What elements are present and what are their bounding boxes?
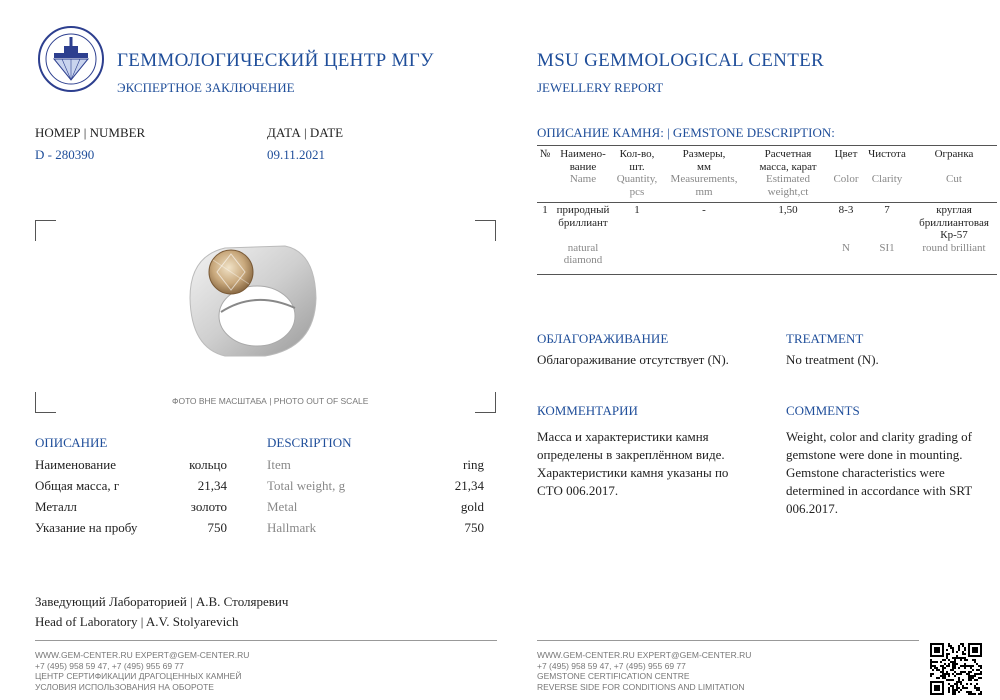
- list-item: [35, 519, 227, 540]
- date-label: ДАТА | DATE: [267, 125, 344, 140]
- table-cell: round brilliant: [922, 241, 986, 254]
- field-label: Указание на пробу: [35, 520, 138, 535]
- comments-ru-heading: КОММЕНТАРИИ: [537, 403, 638, 418]
- field-label: Металл: [35, 499, 77, 514]
- field-value: 21,34: [454, 478, 484, 493]
- ru-title: ГЕММОЛОГИЧЕСКИЙ ЦЕНТР МГУ: [117, 50, 434, 71]
- table-cell: 1,50: [778, 204, 798, 216]
- field-value: кольцо: [189, 457, 227, 472]
- table-cell: 8-3: [838, 204, 854, 216]
- list-item: [35, 498, 227, 519]
- treatment-ru-text: Облагораживание отсутствует (N).: [537, 352, 729, 367]
- en-subtitle: JEWELLERY REPORT: [537, 80, 664, 95]
- frame-corner: [35, 392, 56, 413]
- photo-caption: ФОТО ВНЕ МАСШТАБА | PHOTO OUT OF SCALE: [172, 396, 369, 406]
- treatment-ru-heading: ОБЛАГОРАЖИВАНИЕ: [537, 331, 669, 346]
- comments-en-heading: COMMENTS: [786, 403, 860, 418]
- field-label: Item: [267, 457, 291, 472]
- list-item: [267, 498, 484, 519]
- field-value: 21,34: [197, 478, 227, 493]
- treatment-en-text: No treatment (N).: [786, 352, 879, 367]
- table-cell: -: [702, 204, 706, 216]
- list-item: [267, 477, 484, 498]
- column-header: Cut: [946, 173, 962, 185]
- field-value: gold: [460, 499, 484, 514]
- en-title: MSU GEMMOLOGICAL CENTER: [537, 50, 824, 71]
- column-header: Цвет: [834, 148, 858, 160]
- footer-line: REVERSE SIDE FOR CONDITIONS AND LIMITATION: [537, 681, 745, 692]
- footer-right: [537, 650, 751, 692]
- column-header: [537, 173, 553, 198]
- frame-corner: [475, 220, 496, 241]
- table-cell: круглая бриллиантовая Кр-57: [919, 204, 989, 241]
- gemstone-table: [537, 148, 997, 267]
- table-cell: N: [842, 241, 850, 254]
- column-header: Размеры, мм: [682, 148, 726, 173]
- signature-ru: Заведующий Лабораторией | А.В. Столяревич: [35, 594, 289, 609]
- signature-en: Head of Laboratory | A.V. Stolyarevich: [35, 614, 239, 629]
- column-header: Measurements, mm: [670, 173, 738, 198]
- footer-line: УСЛОВИЯ ИСПОЛЬЗОВАНИЯ НА ОБОРОТЕ: [35, 681, 214, 692]
- column-header: Расчетная масса, карат: [759, 148, 817, 173]
- footer-divider: [35, 640, 497, 641]
- column-header: Огранка: [934, 148, 974, 160]
- treatment-en-heading: TREATMENT: [786, 331, 864, 346]
- footer-line: +7 (495) 958 59 47, +7 (495) 955 69 77: [35, 660, 184, 671]
- description-en-heading: DESCRIPTION: [267, 435, 352, 450]
- table-cell: [747, 242, 829, 267]
- list-item: [267, 456, 484, 477]
- qr-code-icon: [930, 643, 982, 695]
- column-header: Quantity, pcs: [616, 173, 658, 198]
- number-value: D - 280390: [35, 147, 95, 162]
- column-header: Estimated weight,ct: [766, 173, 810, 198]
- column-header: №: [539, 148, 551, 160]
- field-label: Metal: [267, 499, 298, 514]
- comments-ru-text: Масса и характеристики камня определены в закреплённом виде. Характеристики камня указаны по СТО 006.2017.: [537, 429, 729, 498]
- list-item: [267, 519, 484, 540]
- description-ru-list: [35, 456, 227, 540]
- field-value: 750: [464, 520, 484, 535]
- field-label: Наименование: [35, 457, 116, 472]
- msu-logo-seal-icon: [37, 25, 105, 93]
- column-header: Color: [833, 173, 859, 185]
- table-cell: [661, 242, 747, 267]
- column-header: Чистота: [868, 148, 906, 160]
- column-header: Name: [569, 173, 597, 185]
- table-cell: [613, 242, 661, 267]
- footer-line: WWW.GEM-CENTER.RU EXPERT@GEM-CENTER.RU: [35, 650, 250, 660]
- frame-corner: [35, 220, 56, 241]
- ring-photo: [185, 238, 320, 360]
- table-bottom-rule: [537, 274, 997, 275]
- table-top-rule: [537, 145, 997, 146]
- table-row: [537, 242, 997, 267]
- field-value: ring: [463, 457, 484, 472]
- field-label: Hallmark: [267, 520, 317, 535]
- footer-divider: [537, 640, 919, 641]
- table-cell: 1: [634, 204, 640, 216]
- table-cell: [537, 242, 553, 267]
- description-ru-heading: ОПИСАНИЕ: [35, 435, 108, 450]
- table-cell: 7: [884, 204, 890, 216]
- field-value: золото: [190, 499, 227, 514]
- frame-corner: [475, 392, 496, 413]
- gemstone-heading: ОПИСАНИЕ КАМНЯ: | GEMSTONE DESCRIPTION:: [537, 125, 835, 140]
- footer-left: [35, 650, 249, 692]
- footer-line: WWW.GEM-CENTER.RU EXPERT@GEM-CENTER.RU: [537, 650, 752, 660]
- field-value: 750: [207, 520, 227, 535]
- comments-en-text: Weight, color and clarity grading of gemstone were done in mounting. Gemstone characteristics were determined in accordance with SRT 006.2017.: [786, 429, 972, 516]
- table-header-en: [537, 173, 997, 198]
- number-label: НОМЕР | NUMBER: [35, 125, 146, 140]
- column-header: Наимено- вание: [560, 148, 606, 173]
- table-cell: природный бриллиант: [556, 204, 610, 229]
- column-header: Clarity: [871, 173, 903, 185]
- footer-line: GEMSTONE CERTIFICATION CENTRE: [537, 671, 690, 681]
- table-cell: 1: [542, 204, 548, 216]
- footer-line: ЦЕНТР СЕРТИФИКАЦИИ ДРАГОЦЕННЫХ КАМНЕЙ: [35, 671, 242, 681]
- ru-subtitle: ЭКСПЕРТНОЕ ЗАКЛЮЧЕНИЕ: [117, 80, 295, 95]
- list-item: [35, 456, 227, 477]
- footer-line: +7 (495) 958 59 47, +7 (495) 955 69 77: [537, 660, 686, 671]
- table-header-ru: [537, 148, 997, 173]
- description-en-list: [267, 456, 484, 540]
- table-cell: natural diamond: [563, 241, 603, 266]
- field-label: Общая масса, г: [35, 478, 120, 493]
- list-item: [35, 477, 227, 498]
- table-row: [537, 204, 997, 242]
- table-cell: SI1: [879, 241, 895, 254]
- column-header: Кол-во, шт.: [619, 148, 655, 173]
- field-label: Total weight, g: [267, 478, 346, 493]
- date-value: 09.11.2021: [267, 147, 326, 162]
